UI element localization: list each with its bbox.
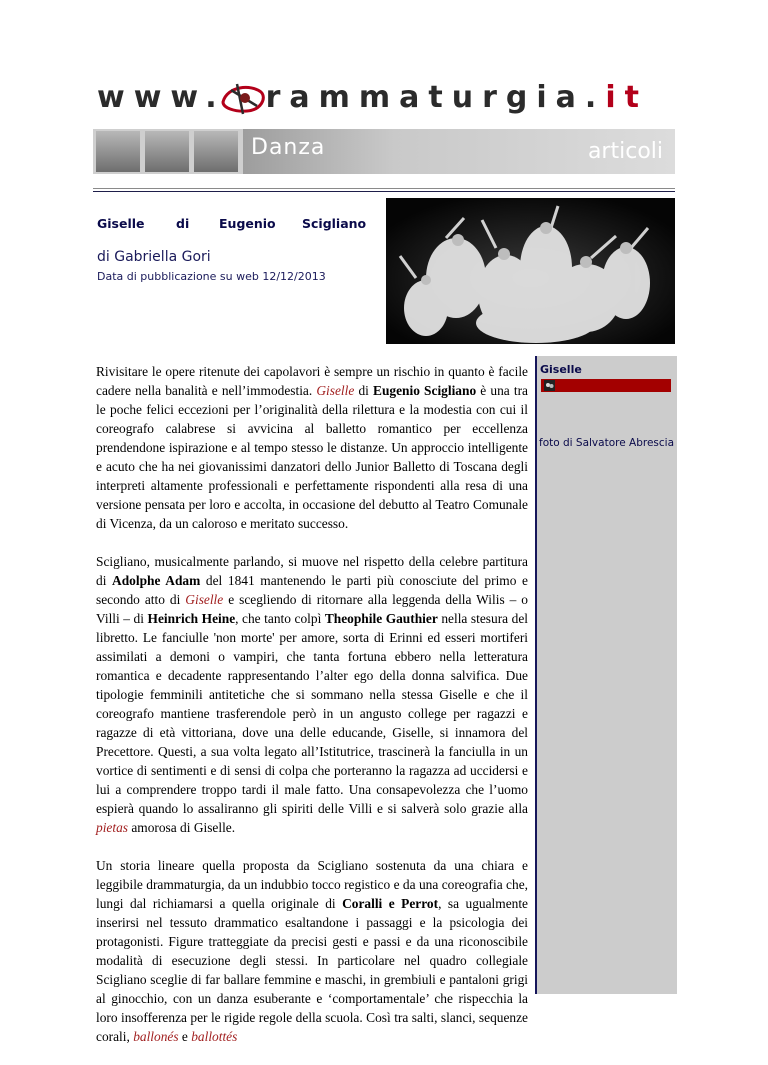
section-banner — [93, 129, 675, 174]
header-divider — [93, 191, 675, 192]
site-logo[interactable] — [97, 76, 667, 120]
italic-term: Giselle — [185, 592, 224, 607]
italic-term: pietas — [96, 820, 128, 835]
text-run: Scigliano, musicalmente parlando, si muove nel rispetto della celebre partitura di — [96, 554, 528, 588]
text-run: , che tanto colpì — [235, 611, 325, 626]
text-run: e — [178, 1029, 192, 1044]
bold-name: Coralli e Perrot — [342, 896, 439, 911]
logo-middle: rammaturgia. — [265, 80, 606, 115]
title-word: di — [176, 216, 190, 231]
dancer-thumbnail — [194, 131, 238, 172]
category-label: articoli — [587, 139, 663, 164]
italic-term: ballonés — [133, 1029, 179, 1044]
text-run: e scegliendo di ritornare alla leggenda della Wilis – o Villi – di — [96, 592, 528, 626]
section-title: Danza — [251, 135, 326, 160]
article-paragraph — [96, 552, 528, 837]
text-run: del 1841 mantenendo le parti più conosciute del primo e secondo atto di — [96, 573, 528, 607]
dancers-photo-illustration — [386, 198, 675, 344]
banner-thumbnails — [93, 129, 243, 174]
photo-thumbnail-icon — [544, 380, 555, 391]
italic-term: ballottés — [191, 1029, 238, 1044]
bold-name: Eugenio Scigliano — [373, 383, 477, 398]
title-word: Scigliano — [302, 216, 367, 231]
text-run: è una tra le poche felici eccezioni per l’originalità della rilettura e la modestia con cui il coreografo calabrese si avvicina al balletto romantico per eccellenza prendendone ispirazione e al tempo stesso le distanze. Un approccio intelligente e acuto che ha nei giovanissimi danzatori dello Junior Balletto di Toscana degli interpreti altamente professionali e perfettamente rispondenti alla resa di una versione pensata per loro e accolta, in occasione del debutto al Teatro Comunale di Vicenza, da un caloroso e meritato successo. — [96, 383, 528, 531]
article-photo[interactable] — [386, 198, 675, 344]
title-word: Eugenio — [219, 216, 276, 231]
text-run: Rivisitare le opere ritenute dei capolavori è sempre un rischio in quanto è facile cadere nella banalità e nell’immodestia. — [96, 364, 528, 398]
logo-d-emblem-icon — [217, 78, 269, 118]
article-paragraph — [96, 856, 528, 1046]
text-run: nella stesura del libretto. Le fanciulle 'non morte' per amore, sorta di Erinni ed esseri mortiferi assimilati a demoni o vampiri, che tanta fortuna ebbero nella letteratura romantica e decadente rappresentando l’alter ego della donna salvifica. Due tipologie femminili antitetiche che si sommano nella stessa Giselle e che il coreografo mantiene trasferendole però in un angusto college per ragazzi e ragazze di età vittoriana, dove una delle educande, Giselle, si innamora del Precettore. Questi, a sua volta legato all’Istitutrice, trascinerà la fanciulla in un vortice di sentimenti e di sensi di colpa che porteranno la ragazza ad uccidersi e lui a comprendere troppo tardi il male fatto. Una consapevolezza che l’uomo espierà quando lo assaliranno gli spiriti delle Villi e si salverà solo grazie alla — [96, 611, 529, 816]
header-divider — [93, 188, 675, 189]
bold-name: Heinrich Heine — [147, 611, 236, 626]
publication-date: Data di pubblicazione su web 12/12/2013 — [97, 270, 326, 283]
dancer-thumbnail — [145, 131, 189, 172]
dancer-thumbnail — [96, 131, 140, 172]
article-author: di Gabriella Gori — [97, 249, 211, 265]
photo-sidebar — [535, 356, 677, 994]
title-word: Giselle — [97, 216, 145, 231]
bold-name: Theophile Gauthier — [324, 611, 438, 626]
photo-thumbnail-bar[interactable] — [541, 379, 671, 392]
article-body — [96, 362, 528, 1065]
text-run: Un storia lineare quella proposta da Scigliano sostenuta da una chiara e leggibile drammaturgia, da un indubbio tocco registico e da una coreografia che, lungi dal richiamarsi a quella originale di — [96, 858, 528, 911]
text-run: , sa ugualmente inserirsi nel tessuto drammatico esaltandone i passaggi e la psicologia dei protagonisti. Figure tratteggiate da precisi gesti e passi e da una riconoscibile modalità di esecuzione degli stessi. In particolare nel quadro collegiale Scigliano sceglie di far ballare femmine e maschi, in grembiuli e pantaloni grigi al ginocchio, con un danza esuberante e ‘comportamentale’ che rispecchia la loro insofferenza per le rigide regole della scuola. Così tra salti, slanci, sequenze corali, — [96, 896, 528, 1044]
italic-term: Giselle — [316, 383, 355, 398]
logo-suffix: it — [605, 80, 648, 115]
article-paragraph — [96, 362, 528, 533]
text-run: di — [354, 383, 374, 398]
text-run: amorosa di Giselle. — [128, 820, 236, 835]
bold-name: Adolphe Adam — [112, 573, 201, 588]
sidebar-title: Giselle — [540, 363, 582, 376]
logo-text — [97, 76, 648, 120]
photo-credit: foto di Salvatore Abrescia — [539, 437, 674, 449]
logo-prefix: www. — [97, 80, 226, 115]
